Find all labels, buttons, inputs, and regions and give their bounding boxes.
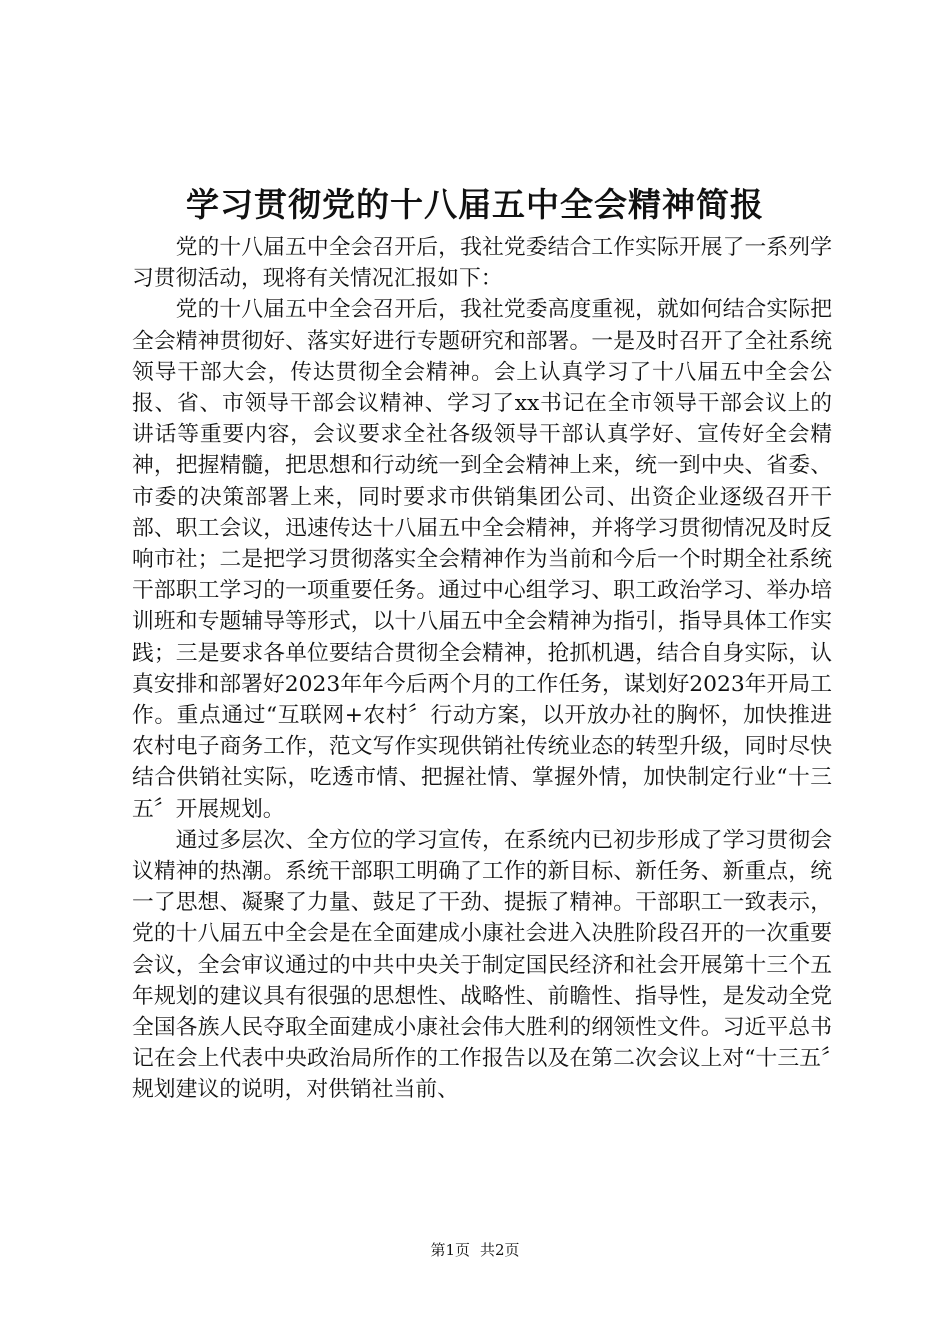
page-number: 第1页 (430, 1241, 470, 1259)
document-title: 学习贯彻党的十八届五中全会精神简报 (186, 185, 764, 224)
document-body (132, 232, 832, 1106)
paragraph-results: 通过多层次、全方位的学习宣传，在系统内已初步形成了学习贯彻会议精神的热潮。系统干部职工明确了工作的新目标、新任务、新重点，统一了思想、凝聚了力量、鼓足了干劲、提振了精神。干部职工一致表示，党的十八届五中全会是在全面建成小康社会进入决胜阶段召开的一次重要会议，全会审议通过的中共中央关于制定国民经济和社会开展第十三个五年规划的建议具有很强的思想性、战略性、前瞻性、指导性，是发动全党全国各族人民夺取全面建成小康社会伟大胜利的纲领性文件。习近平总书记在会上代表中央政治局所作的工作报告以及在第二次会议上对“十三五〞规划建议的说明，对供销社当前、 (132, 827, 832, 1103)
paragraph-measures: 党的十八届五中全会召开后，我社党委高度重视，就如何结合实际把全会精神贯彻好、落实好进行专题研究和部署。一是及时召开了全社系统领导干部大会，传达贯彻全会精神。会上认真学习了十八届五中全会公报、省、市领导干部会议精神、学习了xx书记在全市领导干部会议上的讲话等重要内容，会议要求全社各级领导干部认真学好、宣传好全会精神，把握精髓，把思想和行动统一到全会精神上来，统一到中央、省委、市委的决策部署上来，同时要求市供销集团公司、出资企业逐级召开干部、职工会议，迅速传达十八届五中全会精神，并将学习贯彻情况及时反响市社；二是把学习贯彻落实全会精神作为当前和今后一个时期全社系统干部职工学习的一项重要任务。通过中心组学习、职工政治学习、举办培训班和专题辅导等形式，以十八届五中全会精神为指引，指导具体工作实践；三是要求各单位要结合贯彻全会精神，抢抓机遇，结合自身实际，认真安排和部署好2023年年今后两个月的工作任务，谋划好2023年开局工作。重点通过“互联网+农村〞行动方案，以开放办社的胸怀，加快推进农村电子商务工作，范文写作实现供销社传统业态的转型升级，同时尽快结合供销社实际，吃透市情、把握社情、掌握外情，加快制定行业“十三五〞开展规划。 (132, 297, 832, 822)
page-footer (0, 1240, 950, 1260)
page-total: 共2页 (480, 1241, 520, 1259)
paragraph-intro: 党的十八届五中全会召开后，我社党委结合工作实际开展了一系列学习贯彻活动，现将有关情况汇报如下： (132, 235, 832, 292)
